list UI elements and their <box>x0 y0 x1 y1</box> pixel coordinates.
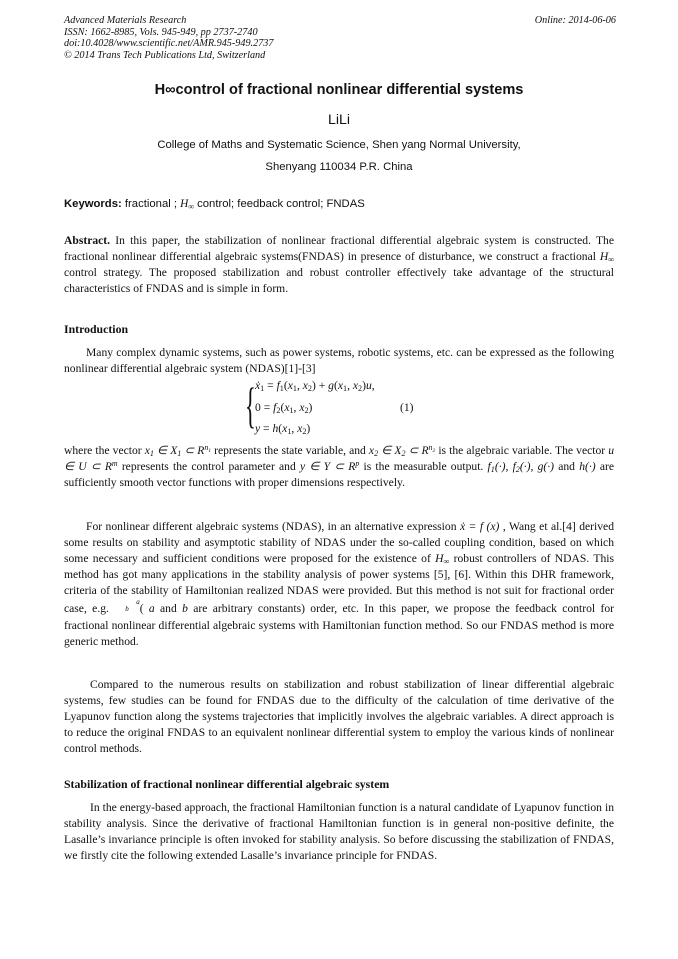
doi-line: doi:10.4028/www.scientific.net/AMR.945-949.2737 <box>64 38 274 50</box>
keywords-line <box>64 198 365 210</box>
equation-line-3: $y = h(x_1$, $x_2$) <box>255 422 311 436</box>
left-brace: { <box>245 377 256 433</box>
equation-system-1 <box>245 379 445 441</box>
math-functions: $f_1(\cdot)$, $f_2(\cdot)$, g(·) <box>487 460 555 475</box>
section-2-p1-text: In the energy-based approach, the fractional Hamiltonian function is a natural candidate of Lyapunov function in stability analysis. Since the derivative of fractional Hamiltonian function is in general non-positive definite, the Lasalle’s invariance principle is often invoked for stability analysis. So before discussing the stabilization of FNDAS, we firstly cite the following extended Lasalle’s invariance principle for FNDAS. <box>64 801 614 863</box>
abstract-text-1: In this paper, the stabilization of nonlinear fractional differential algebraic system is constructed. The fractional nonlinear differential algebraic systems(FNDAS) in presence of disturbance, we construct a fractional <box>64 234 614 264</box>
p3-text-a: For nonlinear different algebraic systems (NDAS), in an alternative expression <box>86 520 460 533</box>
math-y-in-Y: y ∈ Y ⊂ $R^p$ <box>299 459 360 474</box>
intro-paragraph-2 <box>64 443 614 491</box>
p3-text-f: are arbitrary constants) order, etc. In this paper, we propose the feedback control for fractional nonlinear differential algebraic systems with Hamiltonian function method. So our FNDAS method is more generic method. <box>64 602 614 648</box>
math-b: b <box>182 602 188 616</box>
keywords-label: Keywords: <box>64 198 122 210</box>
intro-p1-text: Many complex dynamic systems, such as power systems, robotic systems, etc. can be expressed as the following nonlinear differential algebraic system (NDAS)[1]-[3] <box>64 346 614 376</box>
math-a: a <box>148 602 155 616</box>
keywords-text-2: control; feedback control; FNDAS <box>193 198 365 210</box>
equation-line-1: ẋ$_1$ = $f_1(x_1$, $x_2) + g(x_1$, $x_2)u$, <box>255 379 375 393</box>
journal-name: Advanced Materials Research <box>64 15 187 26</box>
p3-text-b: , Wang et al.[4] derived some results on stability and asymptotic stability of NDAS under the so-called coupling condition, based on which some necessary and sufficient conditions were proposed for the existence of <box>64 520 614 566</box>
abstract-text-2: control strategy. The proposed stabilization and robust controller effectively take advantage of the structural characteristics of FNDAS and is simple in form. <box>64 266 614 296</box>
p3-text-d: ( <box>139 602 149 616</box>
author-name: LiLi <box>327 112 351 128</box>
intro-heading: Introduction <box>64 322 129 336</box>
p2-text-b: represents the state variable, and <box>211 444 369 457</box>
abstract-label: Abstract. <box>64 234 111 247</box>
issn-line: ISSN: 1662-8985, Vols. 945-949, pp 2737-2740 <box>64 26 258 38</box>
intro-paragraph-3 <box>64 519 614 650</box>
math-x2-in-X2: $x_2$ ∈ $X_2$ ⊂ $R^{n_2}$ <box>368 443 436 458</box>
p3-text-e: and <box>154 602 183 616</box>
affiliation-line-2: Shenyang 110034 P.R. China <box>265 161 413 173</box>
math-fraction-a-over-b: a b <box>125 598 140 614</box>
copyright-line: © 2014 Trans Tech Publications Ltd, Switzerland <box>64 49 266 61</box>
p2-text-g: are sufficiently smooth vector functions with proper dimensions respectively. <box>64 460 614 490</box>
math-h-function: h(·) <box>579 460 596 474</box>
abstract-block <box>64 233 614 297</box>
p2-text-c: is the algebraic variable. The vector <box>435 444 609 457</box>
online-date: Online: 2014-06-06 <box>534 15 616 26</box>
h-infinity-symbol: $H_\infty$ <box>435 552 450 567</box>
math-u-in-U: u ∈ U ⊂ $R^m$ <box>64 444 615 474</box>
p2-text-f: and <box>554 460 580 474</box>
h-infinity-symbol: $H_\infty$ <box>180 198 194 211</box>
p4-text: Compared to the numerous results on stabilization and robust stabilization of linear differential algebraic systems, few studies can be found for FNDAS due to the difficulty of the calculation of time derivative of the Lyapunov function along the systems trajectories that implicitly involves the algebraic variables. A direct approach is to reduce the original FNDAS to an equivalent nonlinear differential system to employ the various kinds of nonlinear control methods. <box>64 678 614 756</box>
equation-line-2: $0 = f_2(x_1$, $x_2$) <box>255 401 313 415</box>
journal-header <box>64 15 616 61</box>
p3-text-c: robust controllers of NDAS. This method has got many applications in the stability analysis of power systems [5], [6]. Within this DHR framework, criteria of the stability of Hamiltonian realized NDAS were provided. But this method is not suit for fractional order case, e.g. <box>64 552 614 616</box>
affiliation-line-1: College of Maths and Systematic Science, Shen yang Normal University, <box>157 139 521 151</box>
p2-text-e: is the measurable output. <box>359 460 488 474</box>
section-2-paragraph-1 <box>64 800 614 864</box>
keywords-text-1: fractional ; <box>121 198 181 210</box>
p2-text-a: where the vector <box>64 444 145 457</box>
intro-paragraph-4 <box>64 677 614 757</box>
math-x1-in-X1: $x_1$ ∈ $X_1$ ⊂ $R^{n_1}$ <box>144 443 212 458</box>
intro-paragraph-1 <box>64 345 614 377</box>
equation-number: (1) <box>400 401 414 414</box>
paper-title: H∞control of fractional nonlinear differential systems <box>154 82 524 98</box>
h-infinity-symbol: $H_\infty$ <box>599 250 614 265</box>
p2-text-d: represents the control parameter and <box>117 460 300 474</box>
math-xdot-eq-fx: ẋ = f (x) <box>459 520 500 533</box>
section-2-heading: Stabilization of fractional nonlinear differential algebraic system <box>64 777 390 791</box>
